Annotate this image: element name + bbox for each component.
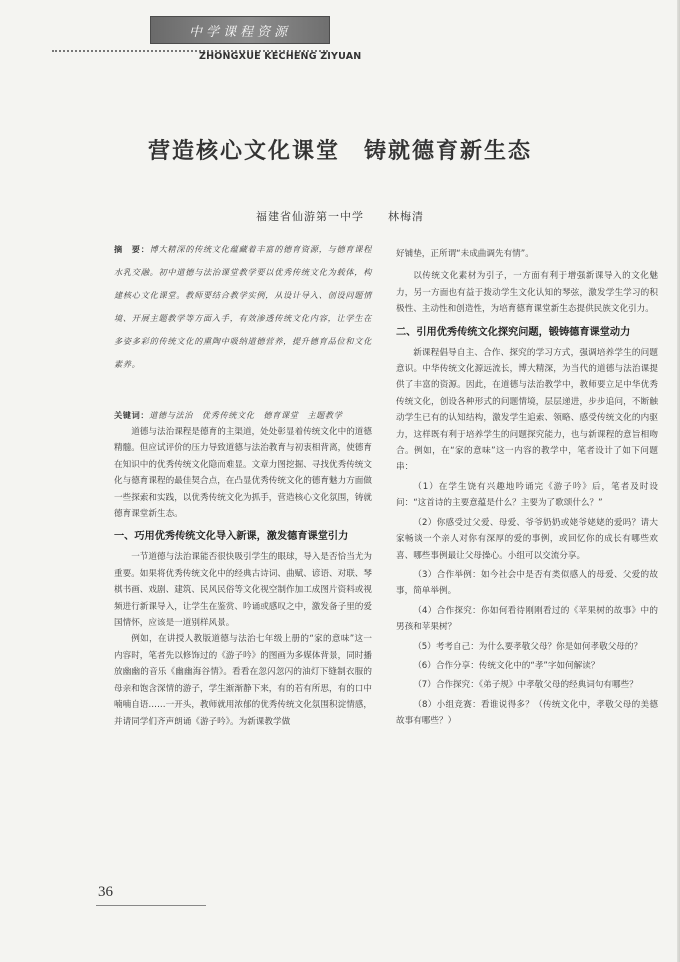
question-2: （2）你感受过父爱、母爱、爷爷奶奶或姥爷姥姥的爱吗？请大家畅谈一个亲人对你有深厚的爱的事例，或回忆你的成长有哪些欢喜、哪些事例最让父母操心。小组可以交流分享。 xyxy=(396,517,658,561)
question-4: （4）合作探究：你如何看待刚刚看过的《苹果树的故事》中的男孩和苹果树？ xyxy=(396,605,658,633)
section-1-paragraph-1: 一节道德与法治课能否很快吸引学生的眼球，导入是否恰当尤为重要。如果将优秀传统文化中的经典古诗词、曲赋、谚语、对联、琴棋书画、戏剧、建筑、民风民俗等文化视空制作加工成图片资料或视频进行新课导入，让学生在鉴赏、吟诵或感叹之中，激发备子里的爱国情怀，应该是一道别样风景。 xyxy=(114,552,372,629)
section-2-heading: 二、引用优秀传统文化探究问题，锻铸德育课堂动力 xyxy=(396,326,631,338)
journal-banner-text: 中学课程资源 xyxy=(188,24,291,40)
abstract-label: 摘 要： xyxy=(114,244,150,254)
article-author: 福建省仙游第一中学 林梅清 xyxy=(256,210,424,223)
section-2-paragraph-1: 新课程倡导自主、合作、探究的学习方式，强调培养学生的问题意识。中华传统文化源远流长，博大精深，为当代的道德与法治课提供了丰富的资源。因此，在道德与法治教学中，教师要立足中华优秀传统文化，创设各种形式的问题情境，层层递进，步步追问，不断触动学生已有的认知结构，激发学生追索、领略、感受传统文化的内驱力，这样既有利于培养学生的问题探究能力，也与新课程的意旨相吻合。例如，在“家的意味”这一内容的教学中，笔者设计了如下问题串： xyxy=(396,347,658,473)
abstract xyxy=(114,238,372,376)
page-number: 36 xyxy=(98,884,113,900)
abstract-text: 博大精深的传统文化蕴藏着丰富的德育资源，与德育课程水乳交融。初中道德与法治课堂教学要以优秀传统文化为载体，构建核心文化课堂。教师要结合教学实例，从设计导入、创设问题情境、开展主题教学等方面入手，有效渗透传统文化内容，让学生在多姿多彩的传统文化的熏陶中吸纳道德营养，提升德育品位和文化素养。 xyxy=(114,244,372,369)
intro-paragraph: 道德与法治课程是德育的主渠道，处处彰显着传统文化中的道德精髓。但应试评价的压力导致道德与法治教育与初衷相背离，使德育在知识中的优秀传统文化隐而难显。文章力图挖掘、寻找优秀传统文化与德育课程的最佳契合点，在凸显优秀传统文化的德育魅力方面做一些探索和实践，以优秀传统文化为抓手，营造核心文化氛围，铸就德育课堂新生态。 xyxy=(114,427,372,520)
question-1: （1）在学生饶有兴趣地吟诵完《游子吟》后，笔者及时设问：“这首诗的主要意蕴是什么？主要为了歌颂什么？” xyxy=(396,481,658,509)
section-1-paragraph-3: 以传统文化素材为引子，一方面有利于增强新课导入的文化魅力，另一方面也有益于拨动学生文化认知的琴弦，激发学生学习的积极性、主动性和创造性，为培育德育课堂新生态提供民族文化引力。 xyxy=(396,271,658,315)
question-7: （7）合作探究：《弟子规》中孝敬父母的经典词句有哪些？ xyxy=(413,680,638,691)
section-1-paragraph-2: 例如，在讲授人教版道德与法治七年级上册的“家的意味”这一内容时，笔者先以修饰过的《游子吟》的图画为多媒体背景，同时播放幽幽的音乐《幽幽海谷情》。看看在忽闪忽闪的油灯下缝制衣服的母亲和饱含深情的游子，学生渐渐静下来，有的若有所思，有的口中喃喃自语……一开头，教师就用浓郁的优秀传统文化氛围积淀情感，并请同学们齐声朗诵《游子吟》。为新课教学做 xyxy=(114,634,372,727)
continued-text: 好铺垫，正所谓“未成曲调先有情”。 xyxy=(396,249,534,259)
question-8: （8）小组竞赛：看谁说得多？（传统文化中，孝敬父母的美德故事有哪些？） xyxy=(396,699,658,727)
journal-pinyin-subtitle: ZHONGXUE KECHENG ZIYUAN xyxy=(199,51,362,62)
keywords-label: 关键词： xyxy=(114,410,150,420)
question-3: （3）合作举例：如今社会中是否有类似感人的母爱、父爱的故事，简单举例。 xyxy=(396,569,658,597)
left-column xyxy=(114,238,372,730)
keywords-text: 道德与法治 优秀传统文化 德育课堂 主题教学 xyxy=(149,410,343,420)
question-5: （5）考考自己：为什么要孝敬父母？你是如何孝敬父母的？ xyxy=(413,641,643,652)
right-column xyxy=(396,246,658,730)
keywords xyxy=(114,406,372,424)
question-6: （6）合作分享：传统文化中的“孝”字如何解读？ xyxy=(413,660,600,671)
section-1-heading: 一、巧用优秀传统文化导入新课，激发德育课堂引力 xyxy=(114,531,349,543)
footer-rule xyxy=(96,905,206,906)
article-title: 营造核心文化课堂 铸就德育新生态 xyxy=(147,138,532,164)
journal-banner xyxy=(150,16,330,44)
